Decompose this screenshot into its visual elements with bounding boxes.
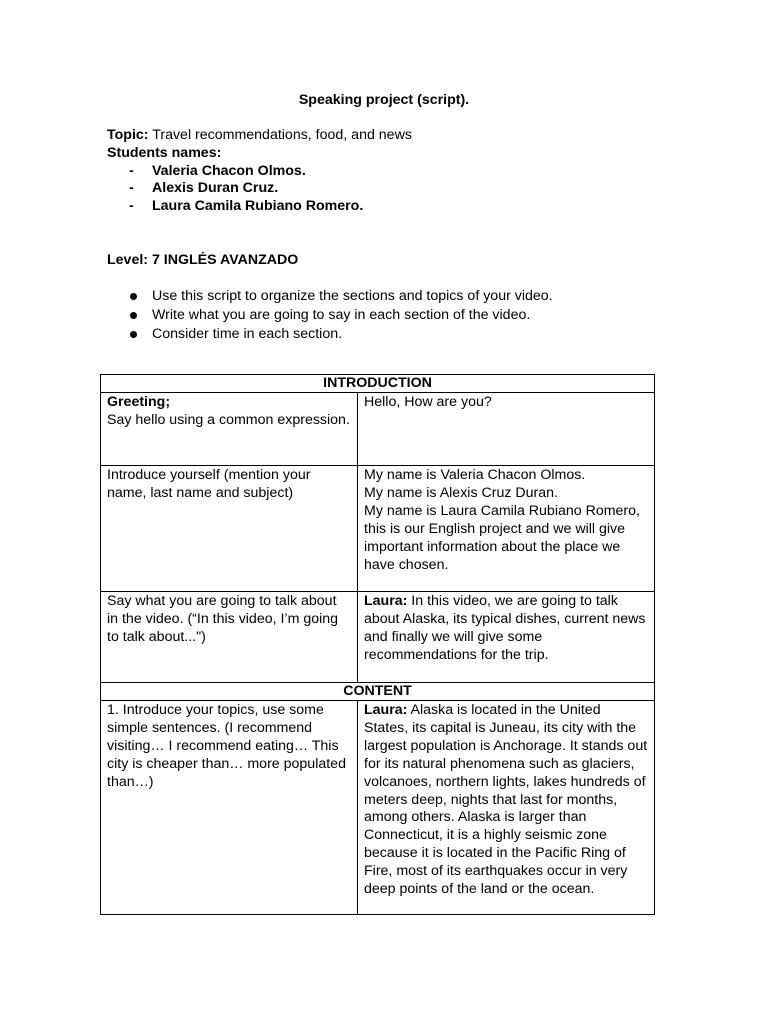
response-cell [358,466,655,592]
introduction-header: INTRODUCTION [101,375,655,393]
topic-line [107,127,707,145]
prompt-cell [101,466,358,592]
content-header: CONTENT [101,683,655,701]
table-row [101,466,655,592]
students-list [107,163,707,216]
instruction-text: Write what you are going to say in each section of the video. [152,307,531,324]
response-cell [358,592,655,683]
level-line: Level: 7 INGLÉS AVANZADO [107,252,299,268]
prompt-cell [101,592,358,683]
greeting-label: Greeting; [107,394,171,410]
section-header-row [101,375,655,393]
response-text: Hello, How are you? [364,394,492,410]
response-text: In this video, we are going to talk about Alaska, its typical dishes, current news and finally we will give some recommendations for the trip. [364,593,646,663]
table-row [101,701,655,915]
instruction-item [107,307,553,326]
response-text: Alaska is located in the United States, its capital is Juneau, its city with the largest population is Anchorage. It stands out for its natural phenomena such as glaciers, volcanoes, northern lights, lakes hundreds of meters deep, nights that last for months, among others. Alaska is larger than Connecticut, it is a highly seismic zone because it is located in the Pacific Ring of Fire, most of its earthquakes occur in very deep points of the land or the ocean. [364,702,648,898]
table-row [101,393,655,466]
topic-value: Travel recommendations, food, and news [148,127,412,143]
prompt-text: 1. Introduce your topics, use some simple sentences. (I recommend visiting… I recommend eating… This city is cheaper than… more populated than…) [107,702,346,790]
instruction-item [107,326,553,345]
document-title: Speaking project (script). [298,92,470,108]
response-text: My name is Valeria Chacon Olmos. My name is Alexis Cruz Duran. My name is Laura Camila Rubiano Romero, this is our English project and we will give important information about the place we have chosen. [364,467,640,573]
response-cell [358,393,655,466]
bullet-dot-icon [130,293,137,300]
table-row [101,592,655,683]
topic-label: Topic: [107,127,149,143]
student-name: - Valeria Chacon Olmos. [107,163,707,181]
script-table [100,374,655,915]
section-header-row [101,683,655,701]
bullet-dot-icon [130,312,137,319]
instruction-text: Use this script to organize the sections and topics of your video. [152,288,553,304]
prompt-cell [101,393,358,466]
bullet-dot-icon [130,331,137,338]
students-label: Students names: [107,144,222,161]
prompt-text: Say hello using a common expression. [107,411,350,428]
speaker-label: Laura: [364,593,408,609]
response-cell [358,701,655,915]
prompt-text: Say what you are going to talk about in the video. (“In this video, I’m going to talk about...") [107,593,339,645]
speaker-label: Laura: [364,702,408,718]
prompt-text: Introduce yourself (mention your name, last name and subject) [107,467,311,501]
instruction-item [107,288,553,307]
instructions-list [107,288,553,346]
header-block [107,127,707,216]
prompt-cell [101,701,358,915]
student-name: - Laura Camila Rubiano Romero. [107,198,707,216]
instruction-text: Consider time in each section. [152,326,343,343]
student-name: - Alexis Duran Cruz. [107,180,707,198]
